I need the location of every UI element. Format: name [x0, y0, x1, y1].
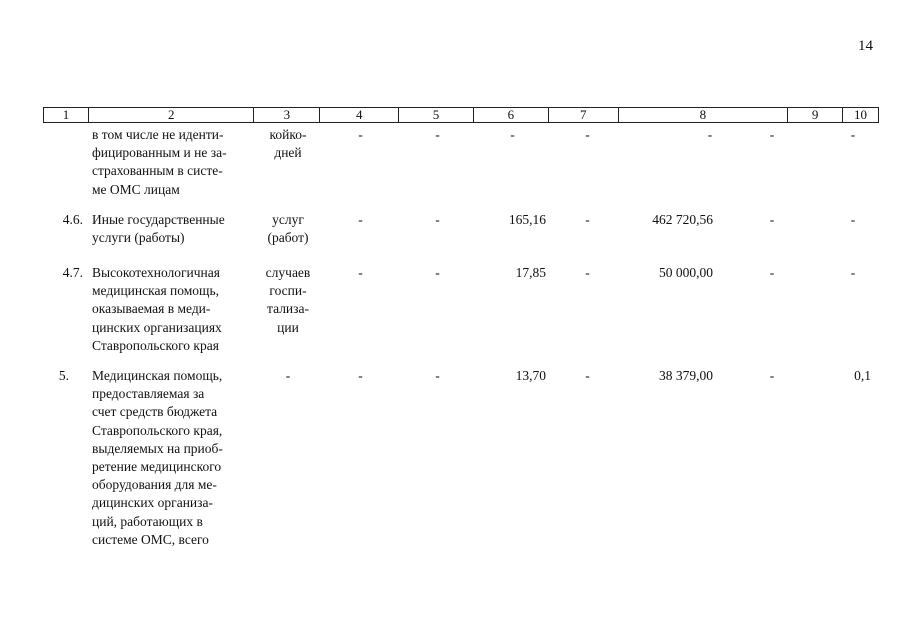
row-col9: -	[769, 368, 775, 383]
row-col4: -	[358, 127, 363, 142]
row-name: Высокотехнологичная медицинская помощь, оказываемая в меди- цинских организациях Ставропольского края	[92, 265, 222, 353]
row-col5: -	[435, 212, 440, 227]
row-col6: -	[510, 127, 515, 142]
row-col4: -	[358, 265, 363, 280]
col-header-4: 4	[320, 108, 399, 122]
row-col9: -	[769, 265, 775, 280]
row-number: 5.	[58, 368, 69, 383]
row-col6: 17,85	[515, 265, 546, 280]
row-unit: случаев госпи- тализа- ции	[265, 265, 311, 335]
col-header-2: 2	[89, 108, 255, 122]
row-col7: -	[585, 265, 590, 280]
col-header-3: 3	[254, 108, 320, 122]
row-col8: 462 720,56	[652, 212, 713, 227]
row-unit: -	[285, 368, 291, 383]
row-col10: 0,1	[854, 368, 871, 383]
row-unit: койко- дней	[269, 127, 307, 161]
row-name: в том числе не иденти- фицированным и не за- страхованным в систе- ме ОМС лицам	[92, 127, 227, 197]
col-header-5: 5	[399, 108, 474, 122]
col-header-9: 9	[788, 108, 843, 122]
row-col8: -	[707, 127, 713, 142]
col-header-7: 7	[549, 108, 619, 122]
row-col7: -	[585, 127, 590, 142]
col-header-8: 8	[619, 108, 789, 122]
row-col10: -	[850, 127, 856, 142]
col-header-10: 10	[854, 107, 868, 122]
row-col10: -	[850, 212, 856, 227]
row-number: 4.7.	[62, 265, 83, 280]
row-col4: -	[358, 368, 363, 383]
row-col5: -	[435, 127, 440, 142]
row-col8: 38 379,00	[659, 368, 713, 383]
row-col8: 50 000,00	[659, 265, 713, 280]
row-col10: -	[850, 265, 856, 280]
row-col7: -	[585, 368, 590, 383]
row-number: 4.6.	[62, 212, 83, 227]
row-col9: -	[769, 127, 775, 142]
row-name: Медицинская помощь, предоставляемая за счет средств бюджета Ставропольского края, выделяемых на приоб- ретение медицинского оборудования для ме- дицинских организа- ций, работающих в системе ОМС, всего	[92, 368, 223, 547]
row-col6: 165,16	[508, 212, 546, 227]
table-header	[43, 107, 879, 123]
col-header-6: 6	[474, 108, 549, 122]
row-name: Иные государственные услуги (работы)	[92, 212, 225, 246]
row-col6: 13,70	[515, 368, 546, 383]
row-col5: -	[435, 368, 440, 383]
page-number: 14	[858, 38, 873, 54]
row-col7: -	[585, 212, 590, 227]
row-col4: -	[358, 212, 363, 227]
col-header-1: 1	[44, 108, 89, 122]
row-col9: -	[769, 212, 775, 227]
row-col5: -	[435, 265, 440, 280]
row-unit: услуг (работ)	[267, 212, 309, 246]
